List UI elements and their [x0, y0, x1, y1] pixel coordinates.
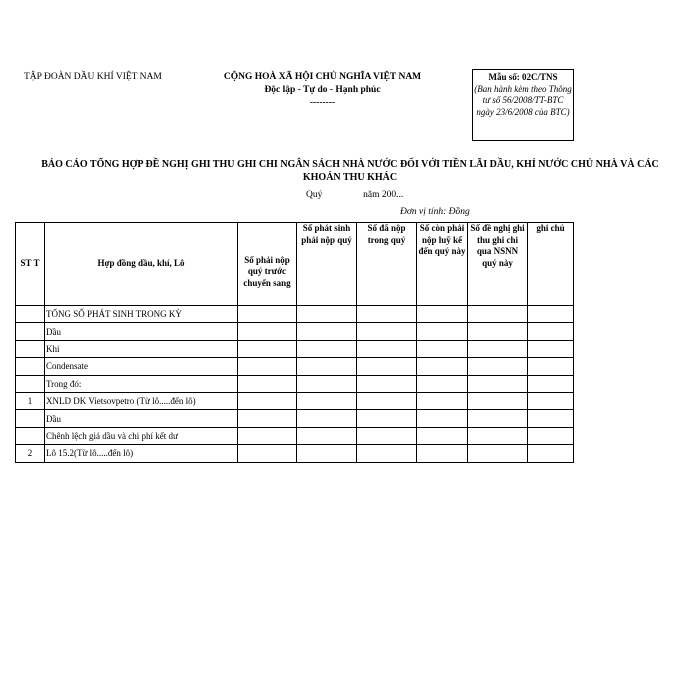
header-cell: ST T	[16, 223, 45, 306]
value-cell[interactable]	[528, 410, 574, 427]
value-cell[interactable]	[528, 375, 574, 392]
table-row	[16, 392, 574, 409]
row-stt	[16, 323, 45, 340]
report-table	[15, 222, 574, 463]
header-cell: Hợp đồng dầu, khí, Lô	[45, 223, 238, 306]
value-cell[interactable]	[468, 306, 528, 323]
value-cell[interactable]	[417, 358, 468, 375]
row-name: Lô 15.2(Từ lô.....đến lô)	[45, 445, 238, 462]
value-cell[interactable]	[417, 375, 468, 392]
value-cell[interactable]	[357, 358, 417, 375]
country-name: CỘNG HOÀ XÃ HỘI CHỦ NGHĨA VIỆT NAM	[223, 72, 422, 82]
value-cell[interactable]	[357, 392, 417, 409]
value-cell[interactable]	[468, 375, 528, 392]
header-cell: ghi chú	[528, 223, 574, 306]
table-row	[16, 340, 574, 357]
value-cell[interactable]	[417, 410, 468, 427]
value-cell[interactable]	[357, 323, 417, 340]
value-cell[interactable]	[297, 427, 357, 444]
row-stt	[16, 340, 45, 357]
value-cell[interactable]	[357, 427, 417, 444]
value-cell[interactable]	[468, 340, 528, 357]
currency-unit: Đơn vị tính: Đồng	[400, 207, 470, 217]
row-stt	[16, 358, 45, 375]
motto: Độc lập - Tự do - Hạnh phúc	[264, 85, 381, 95]
value-cell[interactable]	[238, 392, 297, 409]
value-cell[interactable]	[468, 358, 528, 375]
value-cell[interactable]	[357, 410, 417, 427]
header-cell: Số đã nộp trong quý	[357, 223, 417, 306]
table-row	[16, 358, 574, 375]
value-cell[interactable]	[297, 323, 357, 340]
value-cell[interactable]	[528, 445, 574, 462]
row-name: TỔNG SỐ PHÁT SINH TRONG KỲ	[45, 306, 238, 323]
row-name: Dầu	[45, 323, 238, 340]
row-name: Condensate	[45, 358, 238, 375]
value-cell[interactable]	[417, 306, 468, 323]
value-cell[interactable]	[238, 410, 297, 427]
row-stt: 1	[16, 392, 45, 409]
row-name: Chênh lệch giá dầu và chi phí kết dư	[45, 427, 238, 444]
value-cell[interactable]	[238, 375, 297, 392]
national-header	[200, 71, 445, 110]
value-cell[interactable]	[297, 375, 357, 392]
value-cell[interactable]	[417, 445, 468, 462]
value-cell[interactable]	[357, 306, 417, 323]
row-stt	[16, 410, 45, 427]
value-cell[interactable]	[528, 323, 574, 340]
value-cell[interactable]	[528, 306, 574, 323]
value-cell[interactable]	[238, 445, 297, 462]
value-cell[interactable]	[238, 306, 297, 323]
value-cell[interactable]	[468, 392, 528, 409]
form-note: (Ban hành kèm theo Thông tư số 56/2008/TT-BTC ngày 23/6/2008 của BTC)	[474, 83, 572, 117]
value-cell[interactable]	[238, 427, 297, 444]
organization-name: TẬP ĐOÀN DẦU KHÍ VIỆT NAM	[24, 72, 162, 82]
table-row	[16, 410, 574, 427]
value-cell[interactable]	[297, 410, 357, 427]
table-header-row	[16, 223, 574, 306]
value-cell[interactable]	[297, 306, 357, 323]
header-cell: Số còn phải nộp luỹ kế đến quý này	[417, 223, 468, 306]
value-cell[interactable]	[528, 340, 574, 357]
header-cell: Số đề nghị ghi thu ghi chi qua NSNN quý này	[468, 223, 528, 306]
value-cell[interactable]	[468, 410, 528, 427]
value-cell[interactable]	[417, 323, 468, 340]
value-cell[interactable]	[357, 375, 417, 392]
period-year: năm 200...	[363, 190, 404, 200]
value-cell[interactable]	[528, 358, 574, 375]
value-cell[interactable]	[468, 427, 528, 444]
form-code: Mẫu số: 02C/TNS	[488, 72, 558, 82]
row-name: XNLD DK Vietsovpetro (Từ lô.....đến lô)	[45, 392, 238, 409]
value-cell[interactable]	[528, 427, 574, 444]
table-row	[16, 427, 574, 444]
header-cell: Số phải nộp quý trước chuyển sang	[238, 223, 297, 306]
table-row	[16, 306, 574, 323]
value-cell[interactable]	[468, 323, 528, 340]
row-stt: 2	[16, 445, 45, 462]
table-row	[16, 375, 574, 392]
row-name: Trong đó:	[45, 375, 238, 392]
value-cell[interactable]	[297, 445, 357, 462]
value-cell[interactable]	[238, 358, 297, 375]
value-cell[interactable]	[297, 340, 357, 357]
period-quarter: Quý	[306, 190, 323, 200]
value-cell[interactable]	[417, 340, 468, 357]
report-period	[306, 190, 403, 200]
motto-separator: --------	[309, 98, 336, 108]
value-cell[interactable]	[528, 392, 574, 409]
value-cell[interactable]	[468, 445, 528, 462]
value-cell[interactable]	[417, 392, 468, 409]
value-cell[interactable]	[357, 340, 417, 357]
header-cell: Số phát sinh phải nộp quý	[297, 223, 357, 306]
form-code-box	[472, 69, 574, 141]
row-stt	[16, 427, 45, 444]
row-name: Khí	[45, 340, 238, 357]
value-cell[interactable]	[238, 340, 297, 357]
value-cell[interactable]	[297, 392, 357, 409]
table-row	[16, 445, 574, 462]
report-title: BÁO CÁO TỔNG HỢP ĐỀ NGHỊ GHI THU GHI CHI NGÂN SÁCH NHÀ NƯỚC ĐỐI VỚI TIỀN LÃI DẦU, KHÍ NƯỚC CHỦ NHÀ VÀ CÁC KHOẢN THU KHÁC	[41, 159, 659, 183]
row-stt	[16, 375, 45, 392]
value-cell[interactable]	[417, 427, 468, 444]
value-cell[interactable]	[297, 358, 357, 375]
table-row	[16, 323, 574, 340]
row-stt	[16, 306, 45, 323]
row-name: Dầu	[45, 410, 238, 427]
value-cell[interactable]	[357, 445, 417, 462]
value-cell[interactable]	[238, 323, 297, 340]
